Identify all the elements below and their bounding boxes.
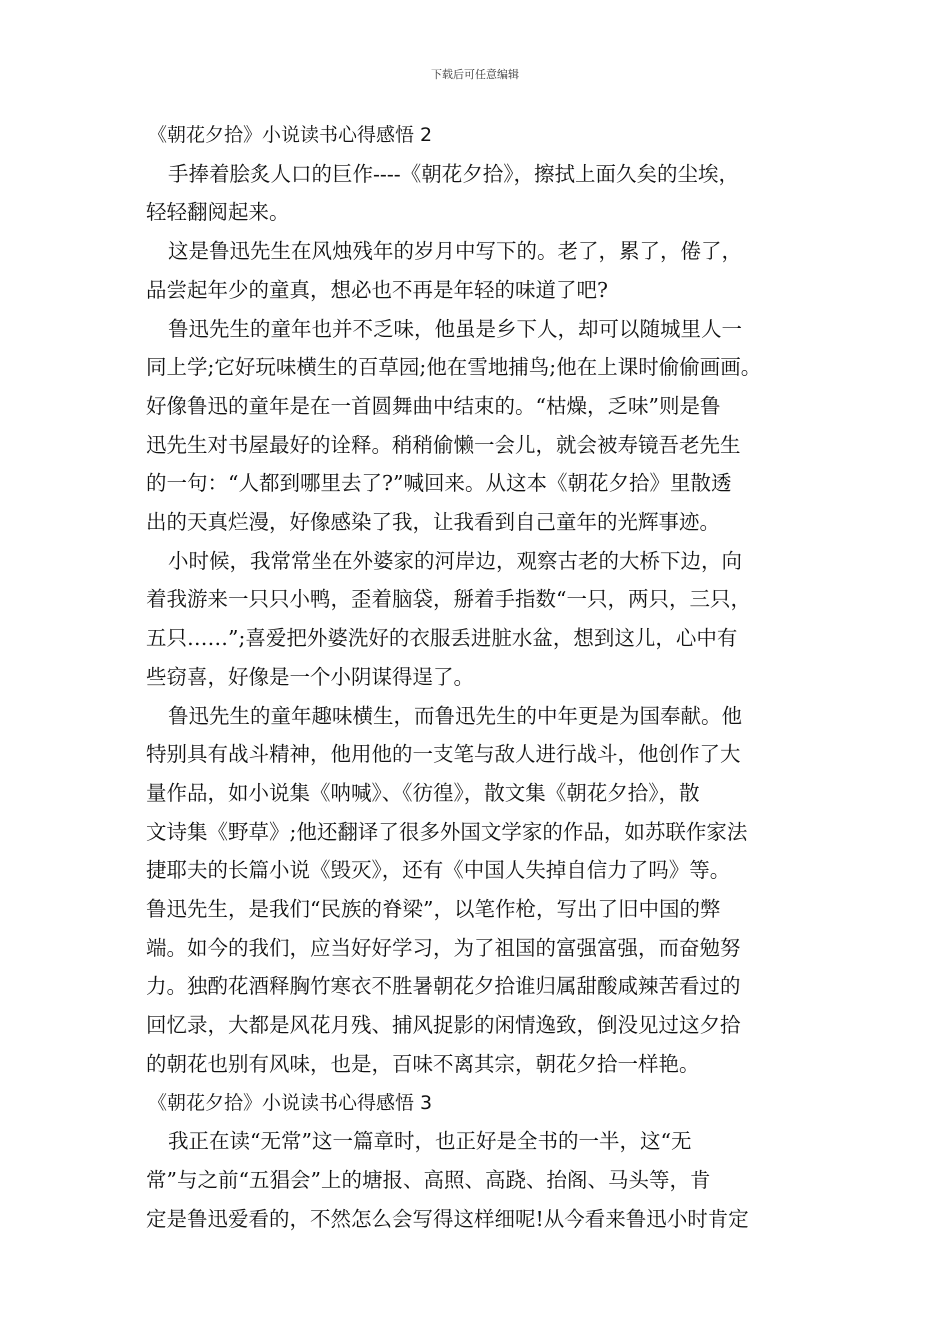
text-line: 常”与之前“五猖会”上的塘报、高照、高跷、抬阁、马头等，肯 <box>146 1167 711 1192</box>
page-header: 下载后可任意编辑 <box>431 68 519 81</box>
text-line: 我正在读“无常”这一篇章时，也正好是全书的一半，这“无 <box>168 1129 692 1154</box>
text-line: 同上学;它好玩味横生的百草园;他在雪地捕鸟;他在上课时偷偷画画。 <box>146 355 762 380</box>
paragraph <box>146 1122 812 1238</box>
paragraph <box>146 542 812 697</box>
text-line: 鲁迅先生的童年趣味横生，而鲁迅先生的中年更是为国奉献。他 <box>168 703 742 728</box>
text-line: 这是鲁迅先生在风烛残年的岁月中写下的。老了，累了，倦了， <box>168 239 742 264</box>
text-line: 特别具有战斗精神，他用他的一支笔与敌人进行战斗，他创作了大 <box>146 742 741 767</box>
text-line: 捷耶夫的长篇小说《毁灭》，还有《中国人失掉自信力了吗》等。 <box>146 858 731 883</box>
section-title: 《朝花夕拾》小说读书心得感悟 3 <box>148 1091 433 1114</box>
document-body <box>146 116 812 1238</box>
text-line: 的朝花也别有风味，也是，百味不离其宗，朝花夕拾一样艳。 <box>146 1051 700 1076</box>
section-title: 《朝花夕拾》小说读书心得感悟 2 <box>148 124 433 146</box>
paragraph <box>146 155 812 232</box>
text-line: 出的天真烂漫，好像感染了我，让我看到自己童年的光辉事迹。 <box>146 510 720 535</box>
paragraph <box>146 232 812 309</box>
text-line: 端。如今的我们，应当好好学习，为了祖国的富强富强，而奋勉努 <box>146 935 741 960</box>
text-line: 手捧着脍炙人口的巨作----《朝花夕拾》，擦拭上面久矣的尘埃， <box>168 161 739 186</box>
text-line: 五只……”;喜爱把外婆洗好的衣服丢进脏水盆，想到这儿，心中有 <box>146 626 738 651</box>
text-line: 好像鲁迅的童年是在一首圆舞曲中结束的。“枯燥，乏味”则是鲁 <box>146 393 721 418</box>
text-line: 些窃喜，好像是一个小阴谋得逞了。 <box>146 664 474 689</box>
text-line: 的一句：“人都到哪里去了?”喊回来。从这本《朝花夕拾》里散透 <box>146 471 732 496</box>
text-line: 鲁迅先生，是我们“民族的脊梁”，以笔作枪，写出了旧中国的弊 <box>146 897 721 922</box>
text-line: 定是鲁迅爱看的，不然怎么会写得这样细呢!从今看来鲁迅小时肯定 <box>146 1206 749 1231</box>
text-line: 着我游来一只只小鸭，歪着脑袋，掰着手指数“一只，两只，三只， <box>146 587 751 612</box>
text-line: 小时候，我常常坐在外婆家的河岸边，观察古老的大桥下边，向 <box>168 548 742 573</box>
text-line: 迅先生对书屋最好的诠释。稍稍偷懒一会儿，就会被寿镜吾老先生 <box>146 432 741 457</box>
text-line: 力。独酌花酒释胸竹寒衣不胜暑朝花夕拾谁归属甜酸咸辣苦看过的 <box>146 974 741 999</box>
paragraph <box>146 310 812 542</box>
text-line: 轻轻翻阅起来。 <box>146 200 290 225</box>
text-line: 文诗集《野草》;他还翻译了很多外国文学家的作品，如苏联作家法 <box>146 819 748 844</box>
text-line: 回忆录，大都是风花月残、捕风捉影的闲情逸致，倒没见过这夕拾 <box>146 1013 741 1038</box>
text-line: 量作品，如小说集《呐喊》、《彷徨》，散文集《朝花夕拾》，散 <box>146 780 700 805</box>
text-line: 品尝起年少的童真，想必也不再是年轻的味道了吧? <box>146 277 608 302</box>
paragraph <box>146 697 812 1084</box>
text-line: 鲁迅先生的童年也并不乏味，他虽是乡下人，却可以随城里人一 <box>168 316 742 341</box>
